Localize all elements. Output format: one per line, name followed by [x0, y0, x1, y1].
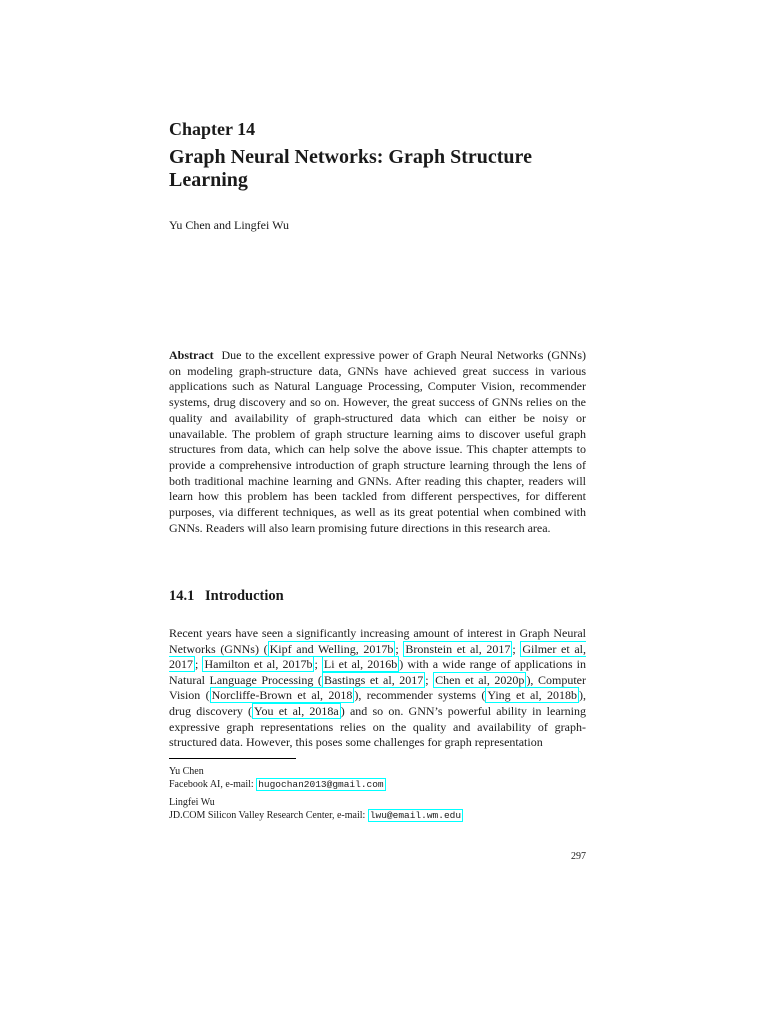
author-1-email-link[interactable]: hugochan2013@gmail.com: [258, 779, 384, 790]
footnote-author-1: [169, 765, 586, 791]
citation-link[interactable]: Bronstein et al, 2017: [405, 641, 511, 656]
section-heading: [169, 588, 586, 605]
author-2-name: Lingfei Wu: [169, 797, 215, 808]
intro-text: ;: [512, 641, 521, 656]
intro-text: ;: [195, 657, 203, 672]
abstract-text: Due to the excellent expressive power of Graph Neural Networks (GNNs) on modeling graph-structure data, GNNs have achieved great success in various applications such as Natural Language Processing, Computer Vision, recommender systems, drug discovery and so on. However, the great success of GNNs relies on the quality and availability of graph-structured data which can either be noisy or unavailable. The problem of graph structure learning aims to discover useful graph structures from data, which can help solve the above issue. This chapter attempts to provide a comprehensive introduction of graph structure learning through the lens of both traditional machine learning and GNNs. After reading this chapter, readers will learn how this problem has been tackled from different perspectives, for different purposes, via different techniques, as well as its great potential when combined with GNNs. Readers will also learn promising future directions in this research area.: [169, 348, 586, 535]
intro-text: Recent years have seen a significantly increasing amount of interest in Graph Neural Networks (GNNs) (: [169, 626, 586, 656]
abstract-label: Abstract: [169, 348, 214, 362]
chapter-title-line-1: Graph Neural Networks: Graph Structure: [169, 146, 532, 168]
intro-text: ;: [425, 672, 434, 687]
intro-text: ), recommender systems (: [354, 688, 486, 703]
page-number: 297: [571, 851, 586, 862]
author-2-affiliation: JD.COM Silicon Valley Research Center, e-mail:: [169, 810, 368, 821]
citation-link[interactable]: Gilmer et al, 2017: [169, 641, 586, 672]
footnote-author-2: [169, 796, 586, 822]
intro-text: ), drug discovery (: [169, 688, 587, 718]
chapter-title: [169, 146, 586, 192]
section-title: Introduction: [205, 588, 284, 604]
chapter-authors: Yu Chen and Lingfei Wu: [169, 218, 289, 232]
citation-link[interactable]: You et al, 2018a: [254, 703, 339, 718]
author-1-name: Yu Chen: [169, 766, 204, 777]
citation-link[interactable]: Chen et al, 2020p: [435, 672, 525, 687]
intro-text: ) and so on. GNN’s powerful ability in learning expressive graph representations relies on the quality and availability of graph-structured data. However, this poses some challenges for graph representation: [169, 703, 586, 750]
intro-text: ;: [395, 641, 404, 656]
author-2-email-link[interactable]: lwu@email.wm.edu: [369, 810, 462, 821]
intro-paragraph: [169, 626, 586, 751]
chapter-title-line-2: Learning: [169, 169, 248, 191]
intro-text: ) with a wide range of applications in Natural Language Processing (: [169, 657, 586, 687]
citation-link[interactable]: Ying et al, 2018b: [487, 688, 578, 703]
citation-link[interactable]: Kipf and Welling, 2017b: [269, 641, 394, 656]
chapter-label: Chapter 14: [169, 119, 256, 139]
footnote-divider: [169, 758, 296, 759]
section-number: 14.1: [169, 588, 195, 604]
citation-link[interactable]: Li et al, 2016b: [323, 657, 398, 672]
intro-text: ;: [314, 657, 322, 672]
author-1-affiliation: Facebook AI, e-mail:: [169, 779, 257, 790]
citation-link[interactable]: Hamilton et al, 2017b: [204, 657, 313, 672]
intro-text: ), Computer Vision (: [169, 672, 586, 703]
citation-link[interactable]: Bastings et al, 2017: [323, 672, 424, 687]
citation-link[interactable]: Norcliffe-Brown et al, 2018: [211, 688, 353, 703]
abstract: [169, 348, 586, 536]
